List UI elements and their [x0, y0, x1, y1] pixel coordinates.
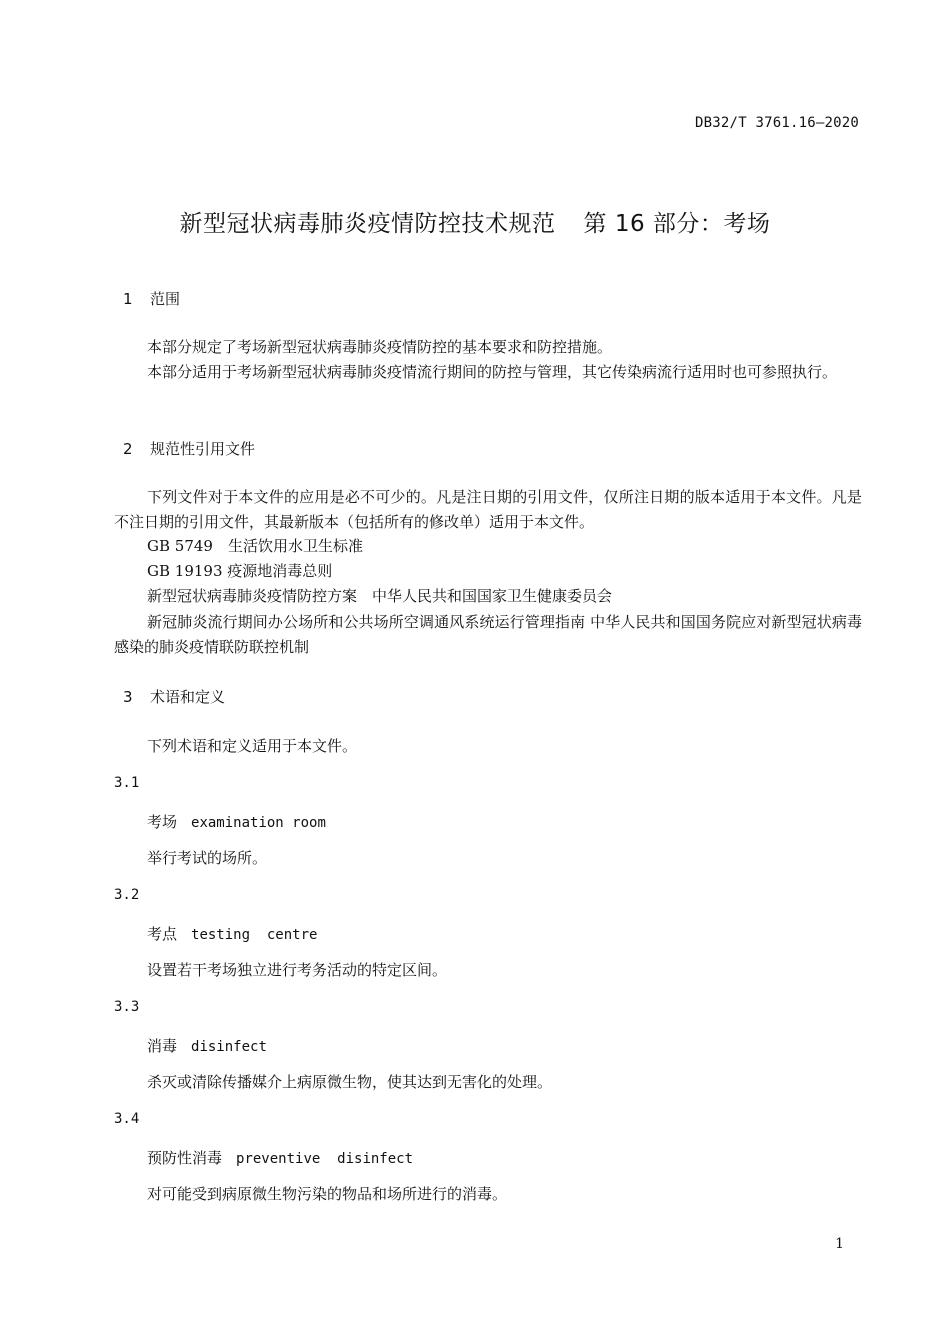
- document-title: [0, 205, 950, 238]
- term-definition: 对可能受到病原微生物污染的物品和场所进行的消毒。: [147, 1185, 508, 1203]
- title-main: 新型冠状病毒肺炎疫情防控技术规范: [179, 211, 556, 237]
- term-chinese: 考场: [147, 813, 178, 831]
- term-definition: 设置若干考场独立进行考务活动的特定区间。: [147, 961, 448, 979]
- section-title: 规范性引用文件: [150, 440, 256, 458]
- term-number: 3.3: [114, 999, 140, 1015]
- title-part: 第 16 部分：考场: [583, 211, 771, 237]
- term-definition: 举行考试的场所。: [147, 849, 268, 867]
- section-1-paragraph-1: 本部分规定了考场新型冠状病毒肺炎疫情防控的基本要求和防控措施。: [147, 338, 613, 356]
- section-2-paragraph-1: 下列文件对于本文件的应用是必不可少的。凡是注日期的引用文件，仅所注日期的版本适用于本文件。凡是不注日期的引用文件，其最新版本（包括所有的修改单）适用于本文件。: [114, 488, 862, 531]
- section-title: 范围: [150, 290, 181, 308]
- section-title: 术语和定义: [150, 688, 226, 706]
- section-number: 3: [123, 688, 133, 706]
- term-number: 3.4: [114, 1111, 140, 1127]
- term-number: 3.1: [114, 775, 140, 791]
- section-3-intro: 下列术语和定义适用于本文件。: [147, 737, 358, 755]
- section-number: 1: [123, 290, 133, 308]
- term-heading: [147, 811, 326, 832]
- term-english: preventive disinfect: [236, 1151, 414, 1167]
- term-chinese: 预防性消毒: [147, 1149, 223, 1167]
- reference-item: GB 5749 生活饮用水卫生标准: [147, 537, 363, 555]
- page-number: 1: [835, 1236, 844, 1252]
- section-1-heading: [123, 288, 180, 309]
- reference-item: GB 19193 疫源地消毒总则: [147, 562, 333, 580]
- section-2-heading: [123, 438, 255, 459]
- term-chinese: 考点: [147, 925, 178, 943]
- section-3-heading: [123, 686, 225, 707]
- standard-code: DB32/T 3761.16—2020: [695, 115, 859, 131]
- term-heading: [147, 1147, 413, 1168]
- term-english: disinfect: [191, 1039, 267, 1055]
- section-1-paragraph-2: 本部分适用于考场新型冠状病毒肺炎疫情流行期间的防控与管理，其它传染病流行适用时也可参照执行。: [147, 363, 838, 381]
- section-number: 2: [123, 440, 133, 458]
- term-heading: [147, 923, 317, 944]
- term-english: testing centre: [191, 927, 318, 943]
- term-heading: [147, 1035, 267, 1056]
- term-definition: 杀灭或清除传播媒介上病原微生物，使其达到无害化的处理。: [147, 1073, 553, 1091]
- reference-item: 新型冠状病毒肺炎疫情防控方案 中华人民共和国国家卫生健康委员会: [147, 587, 613, 605]
- term-number: 3.2: [114, 887, 140, 903]
- reference-item: 新冠肺炎流行期间办公场所和公共场所空调通风系统运行管理指南 中华人民共和国国务院应对新型冠状病毒感染的肺炎疫情联防联控机制: [114, 613, 862, 656]
- term-english: examination room: [191, 815, 326, 831]
- term-chinese: 消毒: [147, 1037, 178, 1055]
